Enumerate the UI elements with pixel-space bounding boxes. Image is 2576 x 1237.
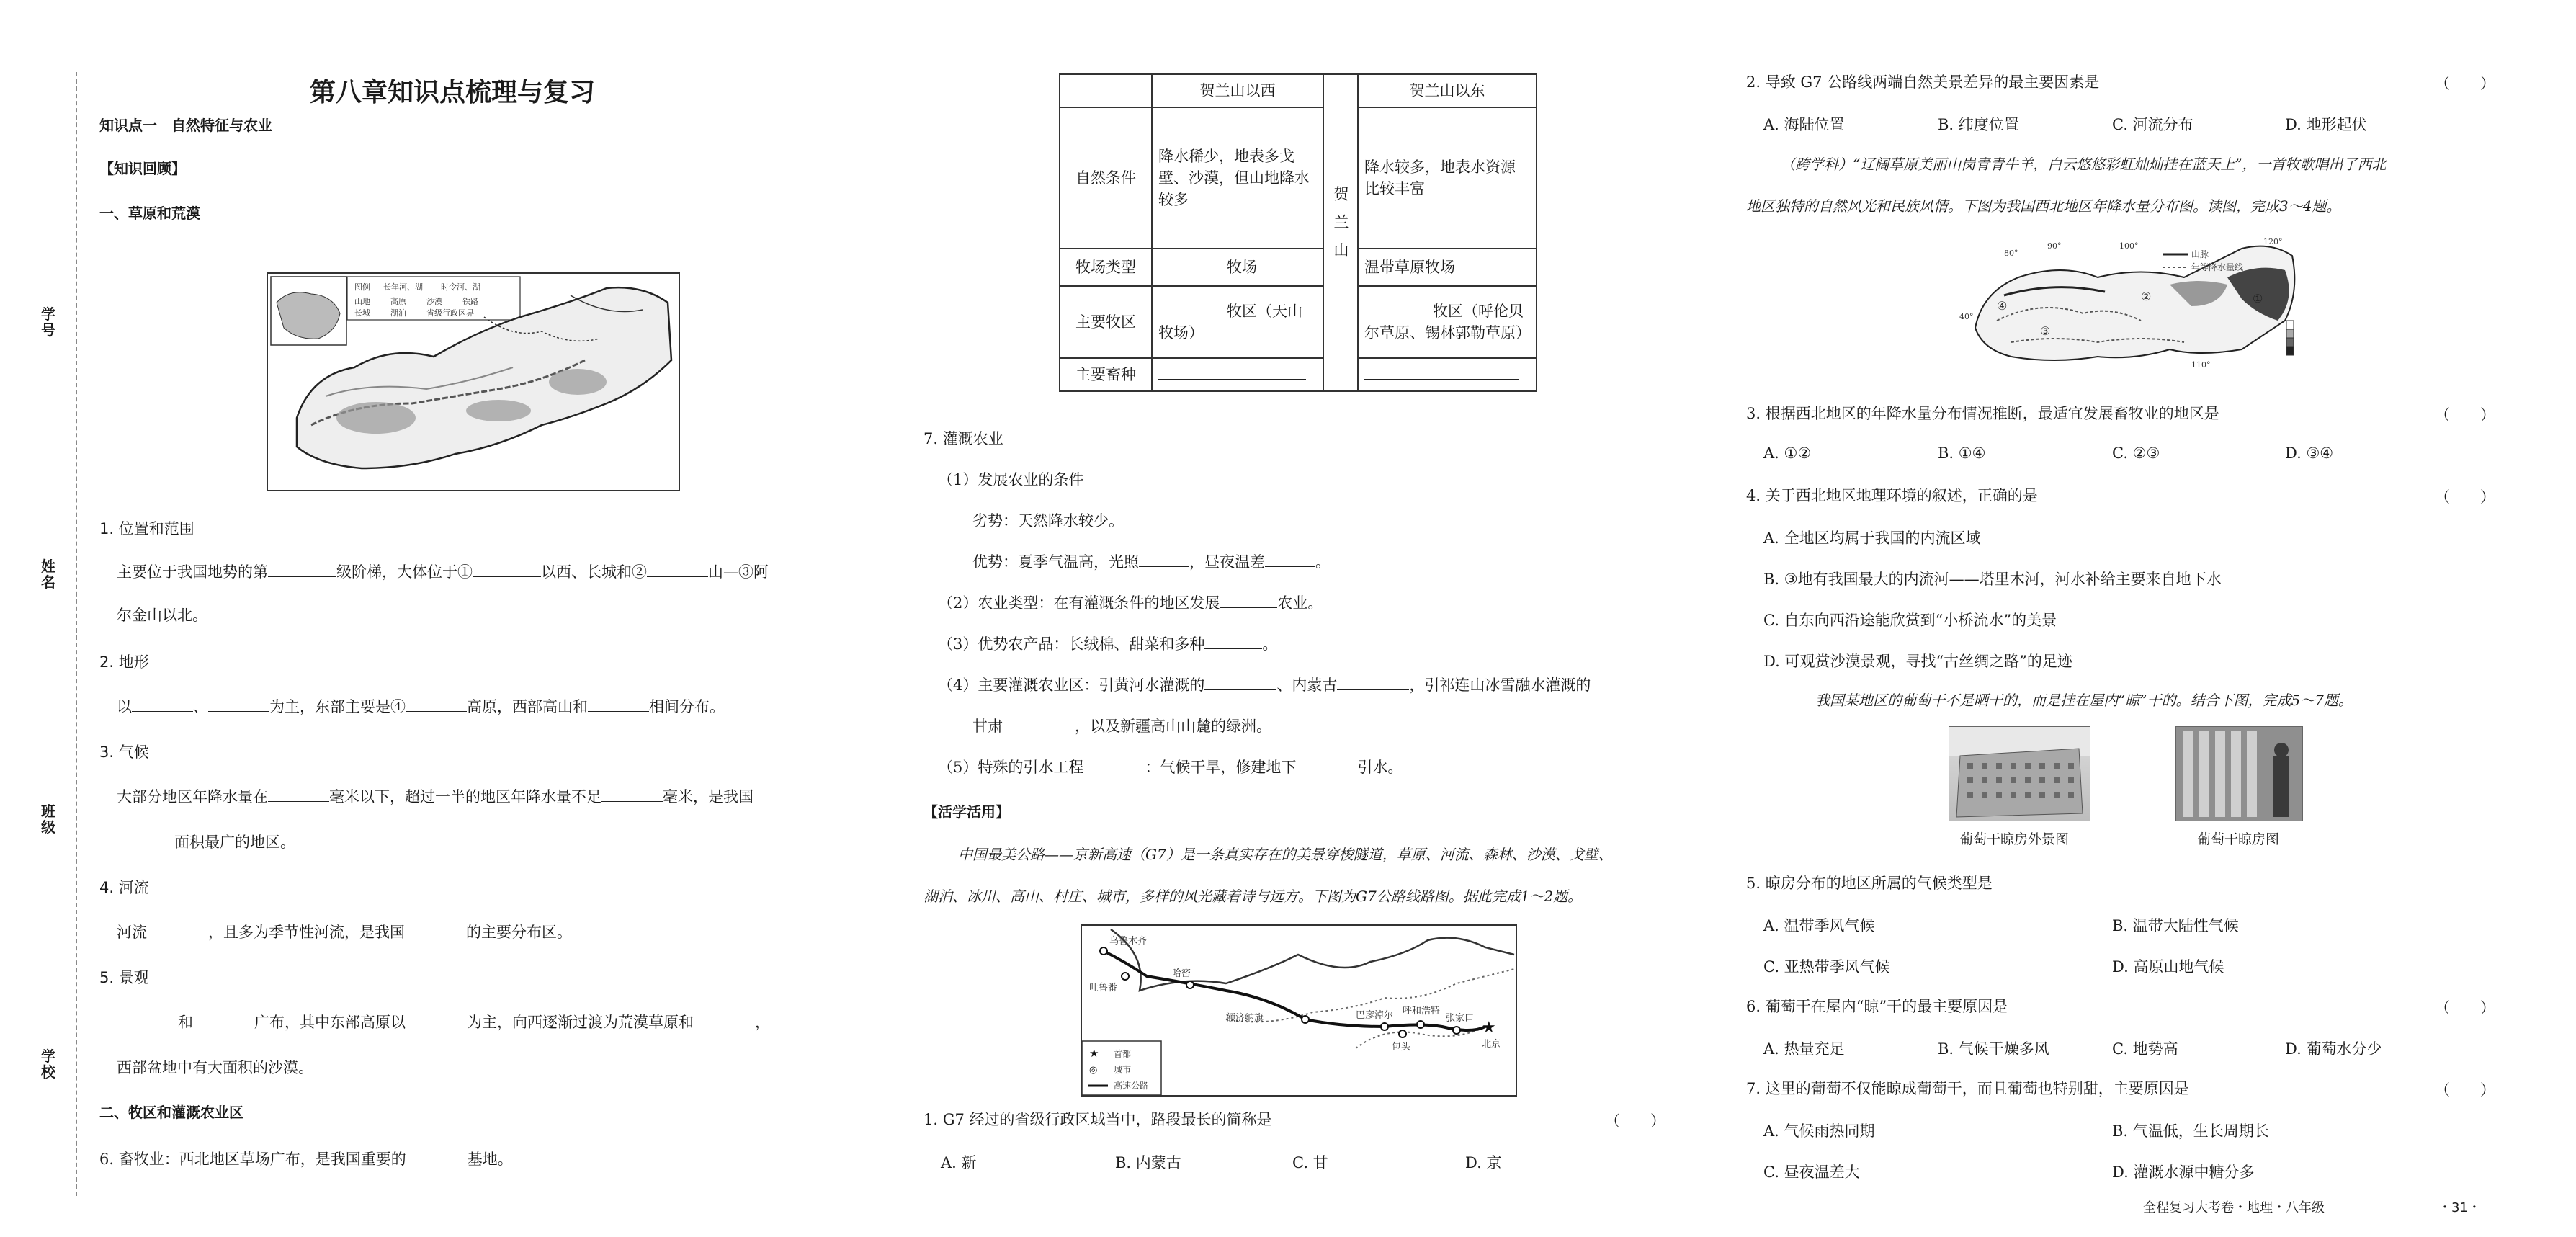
text: 河流 [117, 924, 147, 941]
fill-blank[interactable] [1220, 593, 1277, 608]
fill-blank[interactable] [1364, 301, 1433, 316]
fill-blank[interactable] [601, 787, 663, 802]
drying-house-exterior-photo [1949, 726, 2090, 821]
fill-blank[interactable] [406, 1149, 468, 1164]
place-label: 包头 [1392, 1042, 1411, 1053]
text: 甘肃 [972, 718, 1003, 735]
legend-text: 湖泊 [390, 308, 406, 318]
q1-title: 1. 位置和范围 [99, 520, 194, 537]
text: （5）特殊的引水工程 [938, 759, 1084, 776]
grape-intro: 我国某地区的葡萄干不是晒干的，而是挂在屋内“晾”干的。结合下图，完成5～7题。 [1815, 692, 2353, 709]
mc5-option-c[interactable]: C. 亚热带季风气候 [1763, 958, 1890, 975]
grid-label: 80° [2004, 249, 2018, 258]
mc6-option-c[interactable]: C. 地势高 [2112, 1040, 2178, 1058]
text: 为主，东部主要是④ [269, 698, 406, 715]
text: ，且多为季节性河流，是我国 [208, 924, 405, 941]
text: 引水。 [1357, 759, 1403, 776]
fill-blank[interactable] [1204, 675, 1276, 690]
text: 和 [178, 1014, 193, 1031]
legend-text: 省级行政区界 [426, 308, 474, 318]
text: ：气候干旱，修建地下 [1145, 759, 1297, 776]
northwest-precipitation-map [1954, 234, 2314, 378]
chapter-title: 第八章知识点梳理与复习 [310, 78, 596, 107]
table-corner [1060, 74, 1152, 107]
table-cell: 温带草原牧场 [1358, 249, 1537, 286]
fill-blank[interactable] [588, 697, 649, 712]
table-row-label: 自然条件 [1060, 107, 1152, 249]
grid-label: 100° [2119, 241, 2139, 251]
table-header-west: 贺兰山以西 [1152, 74, 1323, 107]
page-number: ・31・ [2438, 1200, 2481, 1215]
svg-text:★: ★ [1482, 1019, 1496, 1037]
mc1-stem: 1. G7 经过的省级行政区域当中，路段最长的简称是 [923, 1111, 1272, 1128]
svg-text:★: ★ [1089, 1047, 1099, 1060]
text: ，引祁连山冰雪融水灌溉的 [1409, 676, 1591, 694]
place-label: 呼和浩特 [1403, 1006, 1441, 1017]
mc4-option-d[interactable]: D. 可观赏沙漠景观，寻找“古丝绸之路”的足迹 [1763, 653, 2072, 670]
mc3-stem: 3. 根据西北地区的年降水量分布情况推断，最适宜发展畜牧业的地区是 [1746, 405, 2219, 422]
fill-blank[interactable] [473, 562, 541, 577]
region-label: ③ [2040, 324, 2051, 338]
mc3-option-c[interactable]: C. ②③ [2112, 445, 2160, 462]
mc7-option-b[interactable]: B. 气温低，生长周期长 [2112, 1122, 2269, 1140]
legend-text: 时令河、湖 [441, 282, 480, 292]
q6-line [99, 1149, 513, 1169]
mc4-stem: 4. 关于西北地区地理环境的叙述，正确的是 [1746, 487, 2038, 504]
q2-line-1 [117, 697, 725, 717]
table-cell [1358, 358, 1537, 391]
legend-text: 铁路 [462, 297, 478, 306]
q2-title: 2. 地形 [99, 653, 149, 671]
q3-line-1 [117, 787, 753, 807]
pasture-comparison-table [1059, 73, 1537, 392]
text: 。 [1262, 635, 1278, 653]
school-label: 学校 [41, 1048, 55, 1081]
mc6-stem: 6. 葡萄干在屋内“晾”干的最主要原因是 [1746, 998, 2008, 1015]
fill-blank[interactable] [193, 1012, 254, 1027]
fill-blank[interactable] [406, 697, 467, 712]
region-label: ① [2253, 292, 2263, 305]
fill-blank[interactable] [1337, 675, 1409, 690]
text: 山—③阿 [708, 563, 769, 581]
q4-line-1 [117, 922, 572, 942]
grid-label: 110° [2191, 360, 2211, 370]
place-label: 北京 [1482, 1039, 1501, 1050]
binding-margin [0, 0, 79, 1237]
region-label: ④ [1997, 299, 2008, 313]
mc5-stem: 5. 晾房分布的地区所属的气候类型是 [1746, 875, 1993, 892]
g7-intro-line-1: 中国最美公路——京新高速（G7）是一条真实存在的美景穿梭隧道，草原、河流、森林、沙漠、戈壁、 [958, 846, 1613, 863]
text: 优势：夏季气温高，光照 [972, 553, 1139, 571]
q7-4 [938, 675, 1591, 695]
q4-title: 4. 河流 [99, 879, 149, 896]
q1-line-1 [117, 562, 769, 582]
footer-title: 全程复习大考卷・地理・八年级 [2143, 1200, 2325, 1215]
mc6-option-b[interactable]: B. 气候干燥多风 [1938, 1040, 2049, 1058]
fill-blank[interactable] [1204, 634, 1262, 649]
q7-4-cont [972, 716, 1271, 736]
mc2-option-c[interactable]: C. 河流分布 [2112, 116, 2193, 133]
mc1-option-a[interactable]: A. 新 [941, 1154, 977, 1171]
mc4-option-b[interactable]: B. ③地有我国最大的内流河——塔里木河，河水补给主要来自地下水 [1763, 571, 2222, 588]
text: （3）优势农产品：长绒棉、甜菜和多种 [938, 635, 1205, 653]
mc7-answer-paren[interactable]: （ ） [2435, 1081, 2495, 1099]
photo1-caption: 葡萄干晾房外景图 [1959, 831, 2070, 847]
fill-blank[interactable] [117, 832, 174, 847]
legend-text: 沙漠 [426, 297, 442, 306]
q1-line-2: 尔金山以北。 [117, 607, 207, 624]
table-cell [1358, 286, 1537, 358]
fill-blank[interactable] [1083, 757, 1145, 772]
text: 农业。 [1277, 594, 1323, 612]
mc3-option-d[interactable]: D. ③④ [2285, 445, 2334, 462]
mc4-option-a[interactable]: A. 全地区均属于我国的内流区域 [1763, 530, 1981, 547]
student-number-label: 学号 [41, 305, 55, 339]
q3-title: 3. 气候 [99, 743, 149, 761]
name-label: 姓名 [41, 558, 55, 591]
mc3-option-a[interactable]: A. ①② [1763, 445, 1812, 462]
grid-label: 120° [2263, 237, 2283, 246]
text: ，昼夜温差 [1189, 553, 1265, 571]
mc5-option-a[interactable]: A. 温带季风气候 [1763, 917, 1875, 934]
legend-text: 长年河、湖 [383, 282, 423, 292]
legend-text: 山脉 [2191, 249, 2209, 259]
mc3-answer-paren[interactable]: （ ） [2435, 406, 2495, 424]
fill-blank[interactable] [208, 697, 269, 712]
section-1-heading: 一、草原和荒漠 [99, 205, 200, 222]
mc7-option-c[interactable]: C. 昼夜温差大 [1763, 1164, 1860, 1181]
text: ， [755, 1014, 770, 1031]
drying-house-interior-photo [2175, 726, 2303, 821]
table-cell: 降水较多，地表水资源比较丰富 [1358, 107, 1537, 249]
place-label: 巴彦淖尔 [1356, 1010, 1394, 1021]
place-label: 额济纳旗 [1226, 1013, 1264, 1024]
place-label: 吐鲁番 [1089, 983, 1118, 993]
text: （4）主要灌溉农业区：引黄河水灌溉的 [938, 676, 1205, 694]
place-label: 张家口 [1446, 1013, 1475, 1024]
fill-blank[interactable] [647, 562, 708, 577]
fill-blank[interactable] [1158, 365, 1306, 380]
mc2-option-d[interactable]: D. 地形起伏 [2285, 116, 2367, 133]
text: 。 [1315, 553, 1331, 571]
text: 以西、长城和② [541, 563, 647, 581]
fill-blank[interactable] [1003, 716, 1075, 731]
text: 、内蒙古 [1276, 676, 1338, 694]
q7-3 [938, 634, 1277, 654]
fill-blank[interactable] [147, 922, 208, 937]
mc2-option-a[interactable]: A. 海陆位置 [1763, 116, 1845, 133]
text: 级阶梯，大体位于① [336, 563, 473, 581]
fill-blank[interactable] [117, 1012, 178, 1027]
mc2-answer-paren[interactable]: （ ） [2435, 75, 2495, 92]
text: 主要位于我国地势的第 [117, 563, 268, 581]
knowledge-point-1: 知识点一 自然特征与农业 [99, 117, 272, 134]
text: 以 [117, 698, 132, 715]
legend-text: 高速公路 [1114, 1081, 1149, 1091]
text: 牧区（呼伦贝尔草原、锡林郭勒草原） [1364, 303, 1531, 341]
text: 6. 畜牧业：西北地区草场广布，是我国重要的 [99, 1151, 406, 1168]
fill-blank[interactable] [132, 697, 193, 712]
fill-blank[interactable] [1139, 552, 1189, 567]
fill-blank[interactable] [1158, 301, 1227, 316]
mc1-option-c[interactable]: C. 甘 [1292, 1154, 1328, 1171]
q5-title: 5. 景观 [99, 969, 149, 986]
mc3-option-b[interactable]: B. ①④ [1938, 445, 1986, 462]
text: 基地。 [467, 1151, 513, 1168]
legend-text: 长城 [354, 308, 370, 318]
region-label: ② [2141, 290, 2152, 303]
q5-line-1 [117, 1012, 770, 1032]
mc7-option-d[interactable]: D. 灌溉水源中糖分多 [2112, 1164, 2255, 1181]
table-cell: 降水稀少，地表多戈壁、沙漠，但山地降水较多 [1152, 107, 1323, 249]
mc6-option-d[interactable]: D. 葡萄水分少 [2285, 1040, 2382, 1058]
mc5-option-d[interactable]: D. 高原山地气候 [2112, 958, 2224, 975]
text: 毫米以下，超过一半的地区年降水量不足 [329, 788, 601, 805]
mc7-option-a[interactable]: A. 气候雨热同期 [1763, 1122, 1875, 1140]
g7-intro-line-2: 湖泊、冰川、高山、村庄、城市，多样的风光藏着诗与远方。下图为G7公路线路图。据此完成1～2题。 [923, 888, 1583, 905]
table-row-label: 牧场类型 [1060, 249, 1152, 286]
mc5-option-b[interactable]: B. 温带大陆性气候 [2112, 917, 2239, 934]
place-label: 乌鲁木齐 [1109, 936, 1148, 947]
mc6-option-a[interactable]: A. 热量充足 [1763, 1040, 1845, 1058]
cross-subject-line-1: （跨学科）“辽阔草原美丽山岗青青牛羊，白云悠悠彩虹灿灿挂在蓝天上”，一首牧歌唱出了西北 [1781, 156, 2387, 173]
text: 广布，其中东部高原以 [254, 1014, 406, 1031]
photo2-caption: 葡萄干晾房图 [2197, 831, 2280, 847]
practice-label: 【活学活用】 [923, 803, 1010, 821]
text: 牧区（天山牧场） [1158, 303, 1302, 341]
text: 为主，向西逐渐过渡为荒漠草原和 [467, 1014, 694, 1031]
legend-text: 首都 [1114, 1049, 1132, 1059]
q7-1-disadvantage: 劣势：天然降水较少。 [972, 512, 1124, 530]
mc2-stem: 2. 导致 G7 公路线两端自然美景差异的最主要因素是 [1746, 73, 2100, 91]
g7-route-map [1081, 924, 1517, 1097]
fill-blank[interactable] [1158, 257, 1227, 272]
q7-5 [938, 757, 1403, 777]
fill-blank[interactable] [1364, 365, 1519, 380]
mc1-option-d[interactable]: D. 京 [1465, 1154, 1502, 1171]
q7-1-advantage [972, 552, 1331, 572]
fill-blank[interactable] [1296, 757, 1357, 772]
northwest-region-map [267, 272, 680, 491]
legend-text: 城市 [1114, 1065, 1132, 1075]
text: （2）农业类型：在有灌溉条件的地区发展 [938, 594, 1220, 612]
fill-blank[interactable] [268, 787, 329, 802]
q7-2 [938, 593, 1323, 613]
table-cell [1152, 286, 1323, 358]
table-cell [1152, 249, 1323, 286]
text: 毫米，是我国 [663, 788, 753, 805]
fill-blank[interactable] [268, 562, 336, 577]
legend-text: 山地 [354, 297, 370, 306]
cross-subject-line-2: 地区独特的自然风光和民族风情。下图为我国西北地区年降水量分布图。读图，完成3～4题。 [1746, 197, 2341, 215]
legend-text: 年等降水量线 [2191, 262, 2244, 272]
q7-title: 7. 灌溉农业 [923, 430, 1003, 447]
q3-line-2 [117, 832, 295, 852]
mc7-stem: 7. 这里的葡萄不仅能晾成葡萄干，而且葡萄也特别甜，主要原因是 [1746, 1080, 2189, 1097]
text: 高原，西部高山和 [467, 698, 588, 715]
text: 的主要分布区。 [466, 924, 572, 941]
review-label: 【知识回顾】 [99, 160, 186, 177]
text: 相间分布。 [649, 698, 725, 715]
text: 大部分地区年降水量在 [117, 788, 268, 805]
text: 牧场 [1227, 259, 1257, 276]
table-row-label: 主要畜种 [1060, 358, 1152, 391]
text: 贺兰山 [1332, 185, 1349, 270]
place-label: 哈密 [1172, 968, 1191, 979]
table-row-label: 主要牧区 [1060, 286, 1152, 358]
q7-1: （1）发展农业的条件 [938, 471, 1084, 488]
mc1-answer-paren[interactable]: （ ） [1605, 1112, 1665, 1130]
cut-line [76, 72, 77, 1196]
text: 面积最广的地区。 [174, 834, 295, 851]
mc6-answer-paren[interactable]: （ ） [2435, 999, 2495, 1017]
table-cell [1152, 358, 1323, 391]
table-header-east: 贺兰山以东 [1358, 74, 1537, 107]
grid-label: 40° [1959, 312, 1974, 321]
section-2-heading: 二、牧区和灌溉农业区 [99, 1104, 243, 1121]
class-label: 班级 [41, 803, 55, 836]
fill-blank[interactable] [694, 1012, 755, 1027]
svg-text:◎: ◎ [1089, 1065, 1098, 1076]
mc1-option-b[interactable]: B. 内蒙古 [1115, 1154, 1181, 1171]
mc2-option-b[interactable]: B. 纬度位置 [1938, 116, 2019, 133]
table-helan-mountain [1323, 74, 1358, 391]
mc4-option-c[interactable]: C. 自东向西沿途能欣赏到“小桥流水”的美景 [1763, 612, 2057, 629]
mc4-answer-paren[interactable]: （ ） [2435, 488, 2495, 506]
legend-text: 图例 [354, 282, 370, 292]
fill-blank[interactable] [1265, 552, 1315, 567]
text: 、 [193, 698, 208, 715]
fill-blank[interactable] [405, 922, 466, 937]
legend-text: 高原 [390, 297, 406, 306]
q5-line-2: 西部盆地中有大面积的沙漠。 [117, 1059, 313, 1076]
fill-blank[interactable] [406, 1012, 467, 1027]
grid-label: 90° [2047, 241, 2062, 251]
text: ，以及新疆高山山麓的绿洲。 [1075, 718, 1271, 735]
